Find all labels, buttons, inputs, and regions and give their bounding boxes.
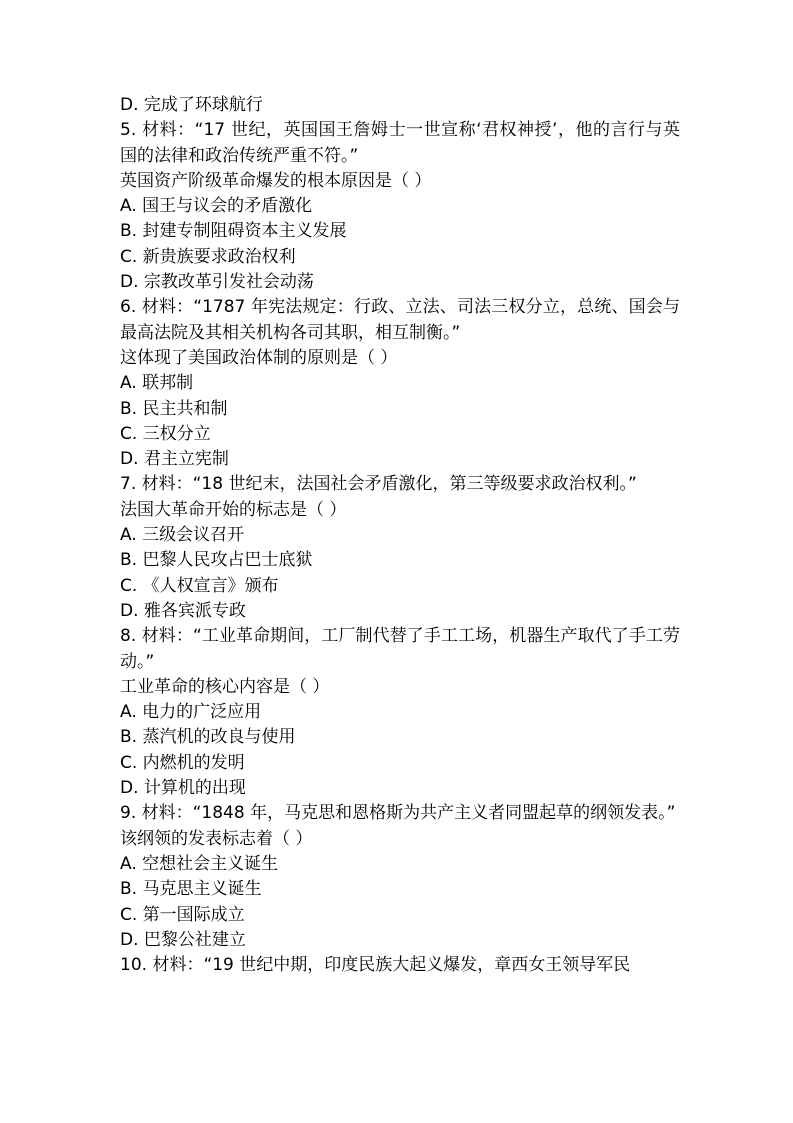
question-material: 8. 材料：“工业革命期间，工厂制代替了手工工场，机器生产取代了手工劳动。” <box>120 626 680 672</box>
option-a: A. 电力的广泛应用 <box>120 702 262 723</box>
question-8 <box>120 624 680 801</box>
question-5 <box>120 118 680 295</box>
option-b: B. 封建专制阻碍资本主义发展 <box>120 221 347 242</box>
option-c: C. 三权分立 <box>120 423 211 444</box>
question-stem: 英国资产阶级革命爆发的根本原因是（ ） <box>120 170 432 191</box>
option-c: C. 内燃机的发明 <box>120 752 245 773</box>
question-material: 6. 材料：“1787 年宪法规定：行政、立法、司法三权分立，总统、国会与最高法院及其相关机构各司其职，相互制衡。” <box>120 297 680 343</box>
question-material: 9. 材料：“1848 年，马克思和恩格斯为共产主义者同盟起草的纲领发表。” <box>120 803 676 824</box>
option-d: D. 巴黎公社建立 <box>120 929 246 950</box>
option-a: A. 国王与议会的矛盾激化 <box>120 196 313 217</box>
question-9 <box>120 801 680 953</box>
option-b: B. 巴黎人民攻占巴士底狱 <box>120 550 313 571</box>
option-b: B. 马克思主义诞生 <box>120 879 262 900</box>
option-a: A. 联邦制 <box>120 373 194 394</box>
option-d: D. 君主立宪制 <box>120 449 229 470</box>
question-10-material: 10. 材料：“19 世纪中期，印度民族大起义爆发，章西女王领导军民 <box>120 955 631 976</box>
option-c: C. 新贵族要求政治权利 <box>120 246 296 267</box>
question-stem: 法国大革命开始的标志是（ ） <box>120 499 347 520</box>
option-b: B. 蒸汽机的改良与使用 <box>120 727 296 748</box>
option-d: D. 计算机的出现 <box>120 778 246 799</box>
option-a: A. 空想社会主义诞生 <box>120 853 279 874</box>
question-6 <box>120 295 680 472</box>
option-c: C. 《人权宣言》颁布 <box>120 575 279 596</box>
option-d: D. 完成了环球航行 <box>120 95 263 115</box>
question-stem: 工业革命的核心内容是（ ） <box>120 676 330 697</box>
option-d: D. 雅各宾派专政 <box>120 600 246 621</box>
question-stem: 该纲领的发表标志着（ ） <box>120 828 313 849</box>
question-7 <box>120 472 680 624</box>
question-material: 7. 材料：“18 世纪末，法国社会矛盾激化，第三等级要求政治权利。” <box>120 474 637 495</box>
option-c: C. 第一国际成立 <box>120 904 245 925</box>
option-d: D. 宗教改革引发社会动荡 <box>120 272 314 293</box>
question-stem: 这体现了美国政治体制的原则是（ ） <box>120 347 398 368</box>
question-material: 5. 材料：“17 世纪，英国国王詹姆士一世宣称‘君权神授’，他的言行与英国的法律和政治传统严重不符。” <box>120 120 680 166</box>
option-b: B. 民主共和制 <box>120 398 228 419</box>
exam-page <box>120 93 680 978</box>
option-a: A. 三级会议召开 <box>120 525 245 546</box>
